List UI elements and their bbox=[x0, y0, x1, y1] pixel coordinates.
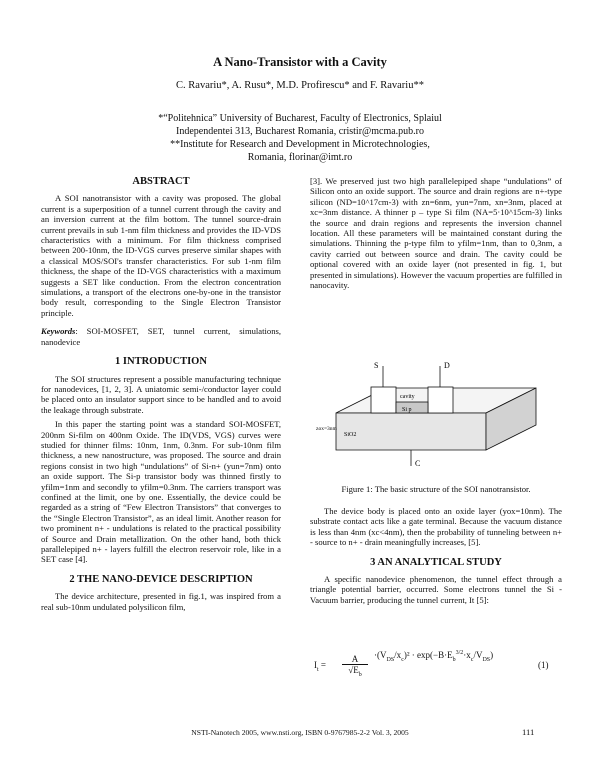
source-label: S bbox=[374, 361, 379, 370]
abstract-heading: ABSTRACT bbox=[132, 176, 190, 187]
body-paragraph: [3]. We preserved just two high parallelepiped shape “undulations” of Silicon onto an oxide support. The source and drain regions are n+-type silicon (ND=10^17cm-3) with zn=6nm, yun=7nm, xn=3nm, placed at xc=3nm distance. A thinner p – type Si film (NA=5·10^15cm-3) links the source and drain regions and represents the inversion channel location. All these parameters will be maintained constant during the simulations. Thinning the p-type film to yfilm=1nm, than to 0,3nm, a cavity carried out between source and drain. The cavity could be optional covered with an oxide layer (not presented in fig. 1, but presented in simulations). However the vacuum properties are fulfilled in nanocavity. bbox=[310, 176, 563, 291]
equation-1 bbox=[310, 648, 562, 682]
section-heading-introduction: 1 INTRODUCTION bbox=[115, 356, 207, 368]
intro-paragraph: The SOI structures represent a possible manufacturing technique for nanodevices, [1, 2, 3]. A uniatomic semi-/conductor layer could be placed onto an insulator support since to be handled and to avoid the leakage through substrate. bbox=[41, 373, 281, 415]
affiliation-line: Independentei 313, Bucharest Romania, cristir@mcma.pub.ro bbox=[175, 126, 425, 137]
right-column-bottom bbox=[310, 506, 562, 609]
paper-title: A Nano-Transistor with a Cavity bbox=[213, 55, 387, 69]
author-list: C. Ravariu*, A. Rusu*, M.D. Profirescu* and F. Ravariu** bbox=[176, 80, 424, 91]
section-heading-analytical: 3 AN ANALYTICAL STUDY bbox=[370, 556, 502, 568]
abstract-paragraph: A SOI nanotransistor with a cavity was proposed. The global current is a superposition of a tunnel current through the cavity and an inversion current at the film bottom. The tunnel source-drain current prevails in sub 1-nm film thickness and provides the ID-VDS characteristics with a minimum. For film thickness comprised between 200-10nm, the ID-VGS curves preserve similar shapes with a classical MOS/SOI's transfer characteristics. For sub 1-nm film thickness, the shape of the ID-VGS characteristics with a maximum suggests a SET like conduction. From the electron concentration simulations, a transport of the electrons one-by-one in the transistor body result, corresponding to the Single Electron Transistor principle. bbox=[41, 193, 281, 318]
equation-middle: $\cdot(V_{DS}/x_c)^2 \cdot \exp(-B\cdot E_b^{3/2}\cdot x_c/V_{DS})$ bbox=[374, 650, 494, 663]
after-figure-paragraph: The device body is placed onto an oxide layer (yox=10nm). The substrate contact acts like a gate terminal. Because the vacuum distance is less than 4nm (xc<4nm), then the probability of tunneling between n+ - source to n+ - drain meaningfully increases, [5]. bbox=[310, 506, 562, 548]
keywords bbox=[41, 326, 281, 347]
nano-device-paragraph: The device architecture, presented in fig.1, was inspired from a real sub-10nm undulated polysilicon film, bbox=[41, 591, 281, 612]
section-heading-nano-device: 2 THE NANO-DEVICE DESCRIPTION bbox=[69, 573, 253, 585]
footer: NSTI-Nanotech 2005, www.nsti.org, ISBN 0-9767985-2-2 Vol. 3, 2005 bbox=[191, 728, 409, 737]
drain-block bbox=[428, 387, 453, 413]
keywords-label: Keywords bbox=[41, 326, 76, 337]
analytical-paragraph: A specific nanodevice phenomenon, the tunnel effect through a triangle potential barrier, occurred. Some electrons tunnel the Si - Vacuum barrier, producing the tunnel current, It [5]: bbox=[310, 574, 562, 605]
equation-left-side: $I_t$ = bbox=[314, 660, 326, 673]
figure-caption: Figure 1: The basic structure of the SOI nanotransistor. bbox=[341, 484, 531, 494]
sip-film bbox=[396, 402, 428, 413]
keywords-text: : SOI-MOSFET, SET, tunnel current, simulations, nanodevice bbox=[41, 326, 281, 347]
zox-label: zox=3nm bbox=[316, 426, 337, 432]
page-number: 111 bbox=[522, 727, 535, 737]
sip-label: Si p bbox=[402, 407, 412, 413]
right-column-top bbox=[310, 176, 562, 294]
affiliations bbox=[0, 112, 600, 164]
equation-number: (1) bbox=[538, 660, 549, 670]
left-column bbox=[41, 177, 281, 616]
fraction-a: A $√E_b$ bbox=[342, 654, 368, 678]
drain-label: D bbox=[444, 361, 450, 370]
oxide-front-face bbox=[336, 413, 486, 450]
affiliation-line: **Institute for Research and Development in Microtechnologies, bbox=[170, 139, 430, 150]
source-block bbox=[371, 387, 396, 413]
sio2-label: SiO2 bbox=[344, 432, 357, 438]
gate-label: C bbox=[415, 459, 421, 468]
affiliation-line: Romania, florinar@imt.ro bbox=[247, 152, 353, 163]
figure-1-diagram bbox=[316, 358, 560, 468]
cavity-label: cavity bbox=[400, 394, 415, 400]
affiliation-line: *“Politehnica” University of Bucharest, Faculty of Electronics, Splaiul bbox=[158, 113, 442, 124]
intro-paragraph: In this paper the starting point was a standard SOI-MOSFET, 200nm Si-film on 400nm Oxide. The ID(VDS, VGS) curves were studied for thinner films: 10nm, 1nm, 0.3nm. For sub-10nm film thickness, a new nanostructure, was proposed. The source and drain regions consist in two high “undulations” of Si-n+ (yun=7nm) onto an oxide support. The Si-p transistor body was thinned firstly to yfilm=1nm and secondly to yfilm=0.3nm. The carriers transport was confined at the limit, one by one. Essentially, the device could be regarded as a string of “Few Electron Transistors” that converges to the “Single Electron Transistor”, as an ideal limit. Another reason for two prominent n+ - undulations is related to the practical possibility of Source and Drain metallization. On the other hand, both thick parallelepiped n+ - layers fulfill the electron reservoir role, like in a SET case [4]. bbox=[41, 419, 281, 565]
